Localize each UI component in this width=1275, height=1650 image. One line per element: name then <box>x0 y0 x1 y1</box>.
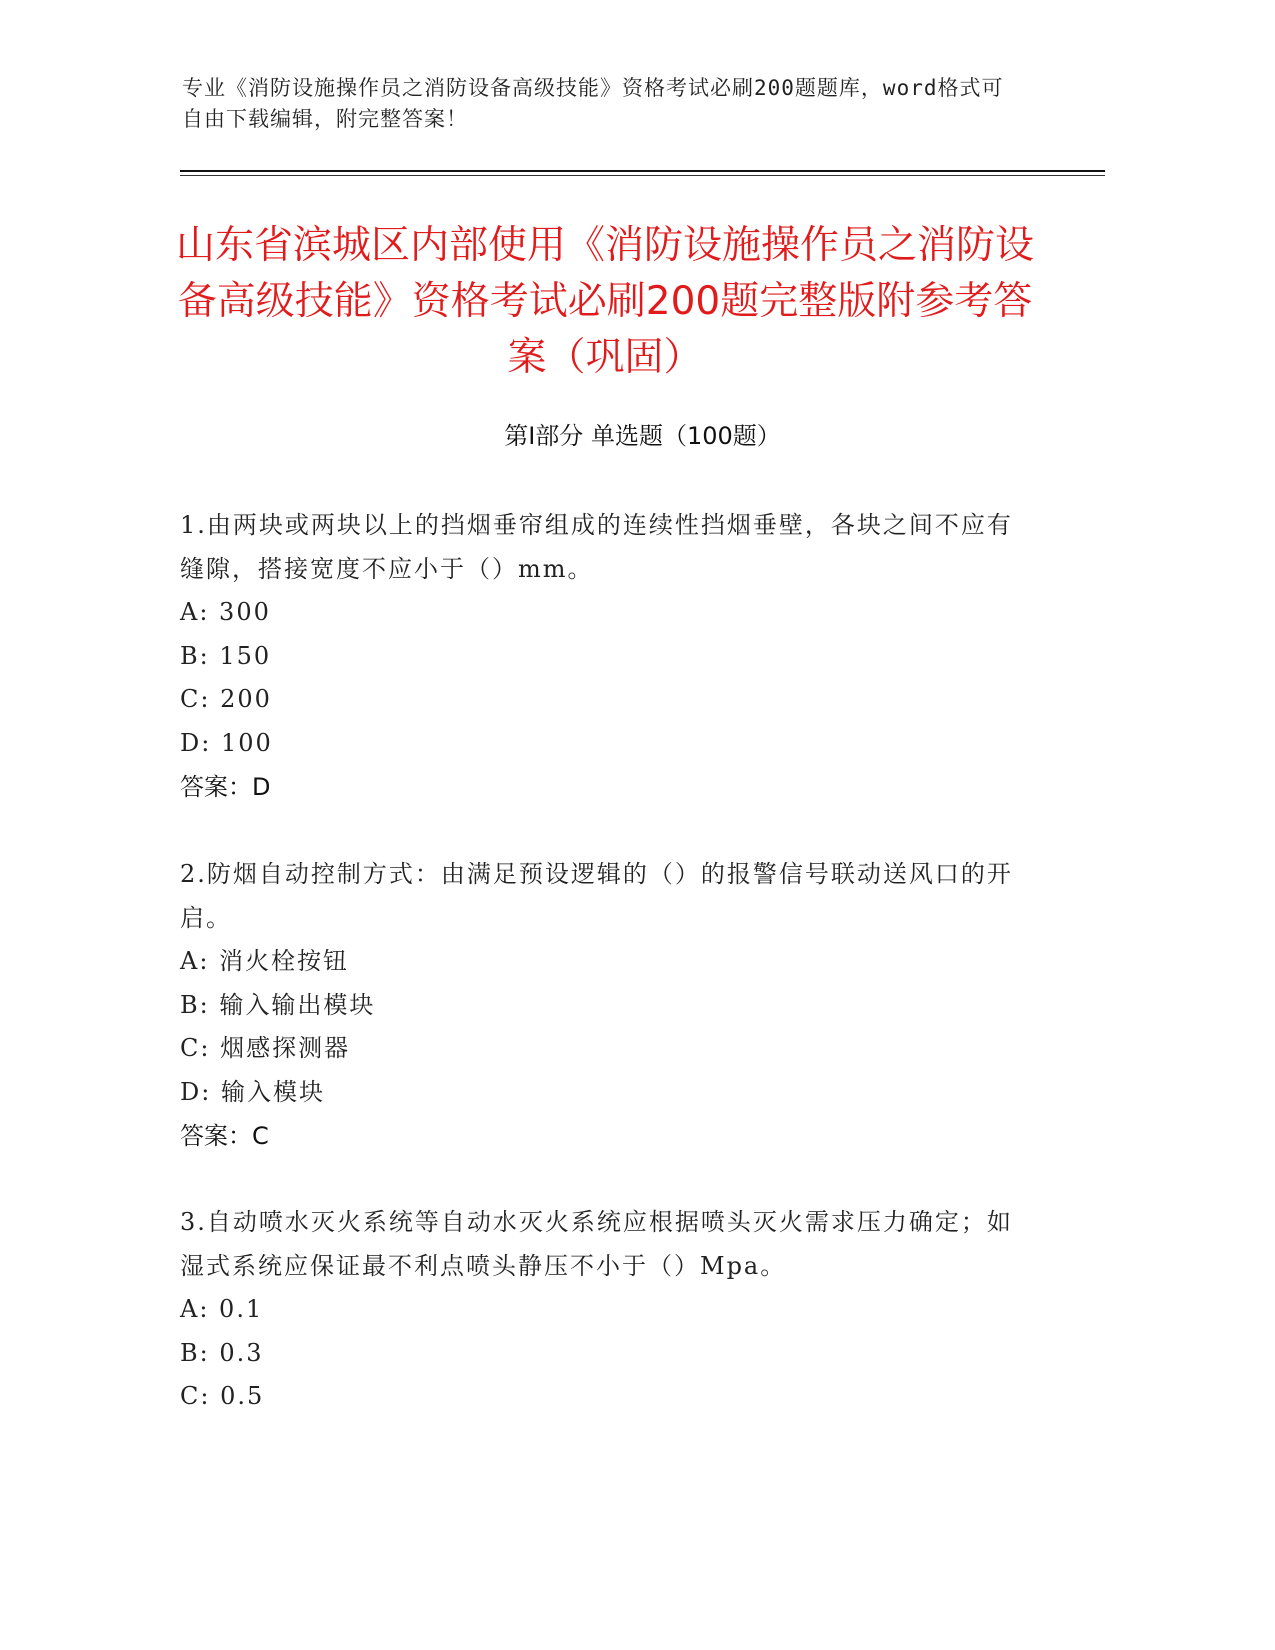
question-1 <box>180 503 1020 809</box>
question-3 <box>180 1200 1020 1419</box>
header-note: 专业《消防设施操作员之消防设备高级技能》资格考试必刷200题题库，word格式可自由下载编辑，附完整答案！ <box>182 76 1004 131</box>
option-b: B: 输入输出模块 <box>180 990 376 1019</box>
question-stem: 2.防烟自动控制方式：由满足预设逻辑的（）的报警信号联动送风口的开启。 <box>180 860 1013 932</box>
question-stem: 3.自动喷水灭火系统等自动水灭火系统应根据喷头灭火需求压力确定；如湿式系统应保证最不利点喷头静压不小于（）Mpa。 <box>180 1208 1013 1280</box>
document-title: 山东省滨城区内部使用《消防设施操作员之消防设备高级技能》资格考试必刷200题完整版附参考答案（巩固） <box>175 223 1034 380</box>
option-c: C: 0.5 <box>180 1382 265 1410</box>
answer: 答案：D <box>180 773 271 801</box>
option-b: B: 150 <box>180 641 272 670</box>
option-c: C: 200 <box>180 685 272 713</box>
answer: 答案：C <box>180 1122 269 1150</box>
header-divider-top <box>180 170 1105 172</box>
question-stem: 1.由两块或两块以上的挡烟垂帘组成的连续性挡烟垂壁，各块之间不应有缝隙，搭接宽度不应小于（）mm。 <box>180 511 1013 583</box>
option-c: C: 烟感探测器 <box>180 1034 351 1062</box>
option-b: B: 0.3 <box>180 1338 264 1367</box>
option-a: A: 0.1 <box>180 1295 264 1323</box>
option-a: A: 消火栓按钮 <box>180 947 350 975</box>
option-a: A: 300 <box>180 598 271 626</box>
header-divider-bottom <box>180 175 1105 176</box>
question-2 <box>180 852 1020 1158</box>
option-d: D: 输入模块 <box>180 1077 325 1106</box>
option-d: D: 100 <box>180 728 273 757</box>
section-heading: 第Ⅰ部分 单选题（100题） <box>504 422 781 450</box>
